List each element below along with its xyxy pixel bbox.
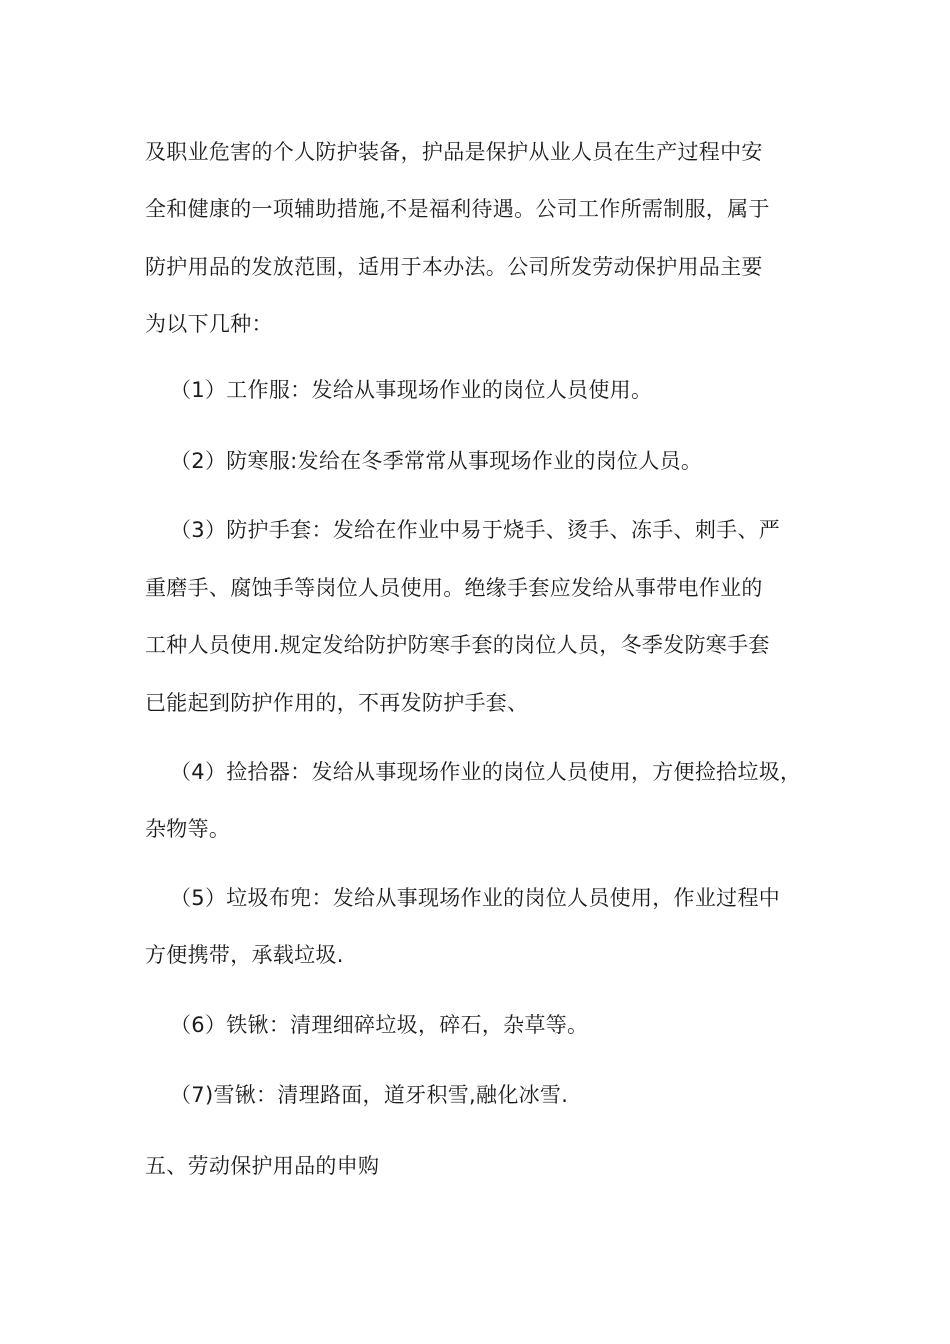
paragraph-line: 方便携带，承载垃圾. bbox=[145, 943, 344, 967]
paragraph-line: 工种人员使用.规定发给防护防寒手套的岗位人员，冬季发防寒手套 bbox=[145, 633, 770, 657]
paragraph-line: 及职业危害的个人防护装备，护品是保护从业人员在生产过程中安 bbox=[145, 140, 763, 164]
section-heading: 五、劳动保护用品的申购 bbox=[145, 1154, 380, 1178]
list-item-snow-shovel: （7)雪锹：清理路面，道牙积雪,融化冰雪. bbox=[170, 1083, 569, 1107]
paragraph-line: 重磨手、腐蚀手等岗位人员使用。绝缘手套应发给从事带电作业的 bbox=[145, 576, 763, 600]
paragraph-line: 全和健康的一项辅助措施,不是福利待遇。公司工作所需制服，属于 bbox=[145, 197, 770, 221]
paragraph-line: 防护用品的发放范围，适用于本办法。公司所发劳动保护用品主要 bbox=[145, 255, 763, 279]
list-item-picker: （4）捡拾器：发给从事现场作业的岗位人员使用，方便捡拾垃圾， bbox=[170, 760, 802, 784]
paragraph-line: 已能起到防护作用的，不再发防护手套、 bbox=[145, 691, 529, 715]
list-item-shovel: （6）铁锹：清理细碎垃圾，碎石，杂草等。 bbox=[170, 1013, 589, 1037]
list-item-garbage-bag: （5）垃圾布兜：发给从事现场作业的岗位人员使用，作业过程中 bbox=[170, 886, 781, 910]
list-item-work-clothes: （1）工作服：发给从事现场作业的岗位人员使用。 bbox=[170, 378, 653, 402]
list-item-cold-clothes: （2）防寒服:发给在冬季常常从事现场作业的岗位人员。 bbox=[170, 449, 703, 473]
list-item-gloves: （3）防护手套：发给在作业中易于烧手、烫手、冻手、刺手、严 bbox=[170, 518, 781, 542]
paragraph-line: 杂物等。 bbox=[145, 817, 231, 841]
paragraph-line: 为以下几种： bbox=[145, 312, 273, 336]
